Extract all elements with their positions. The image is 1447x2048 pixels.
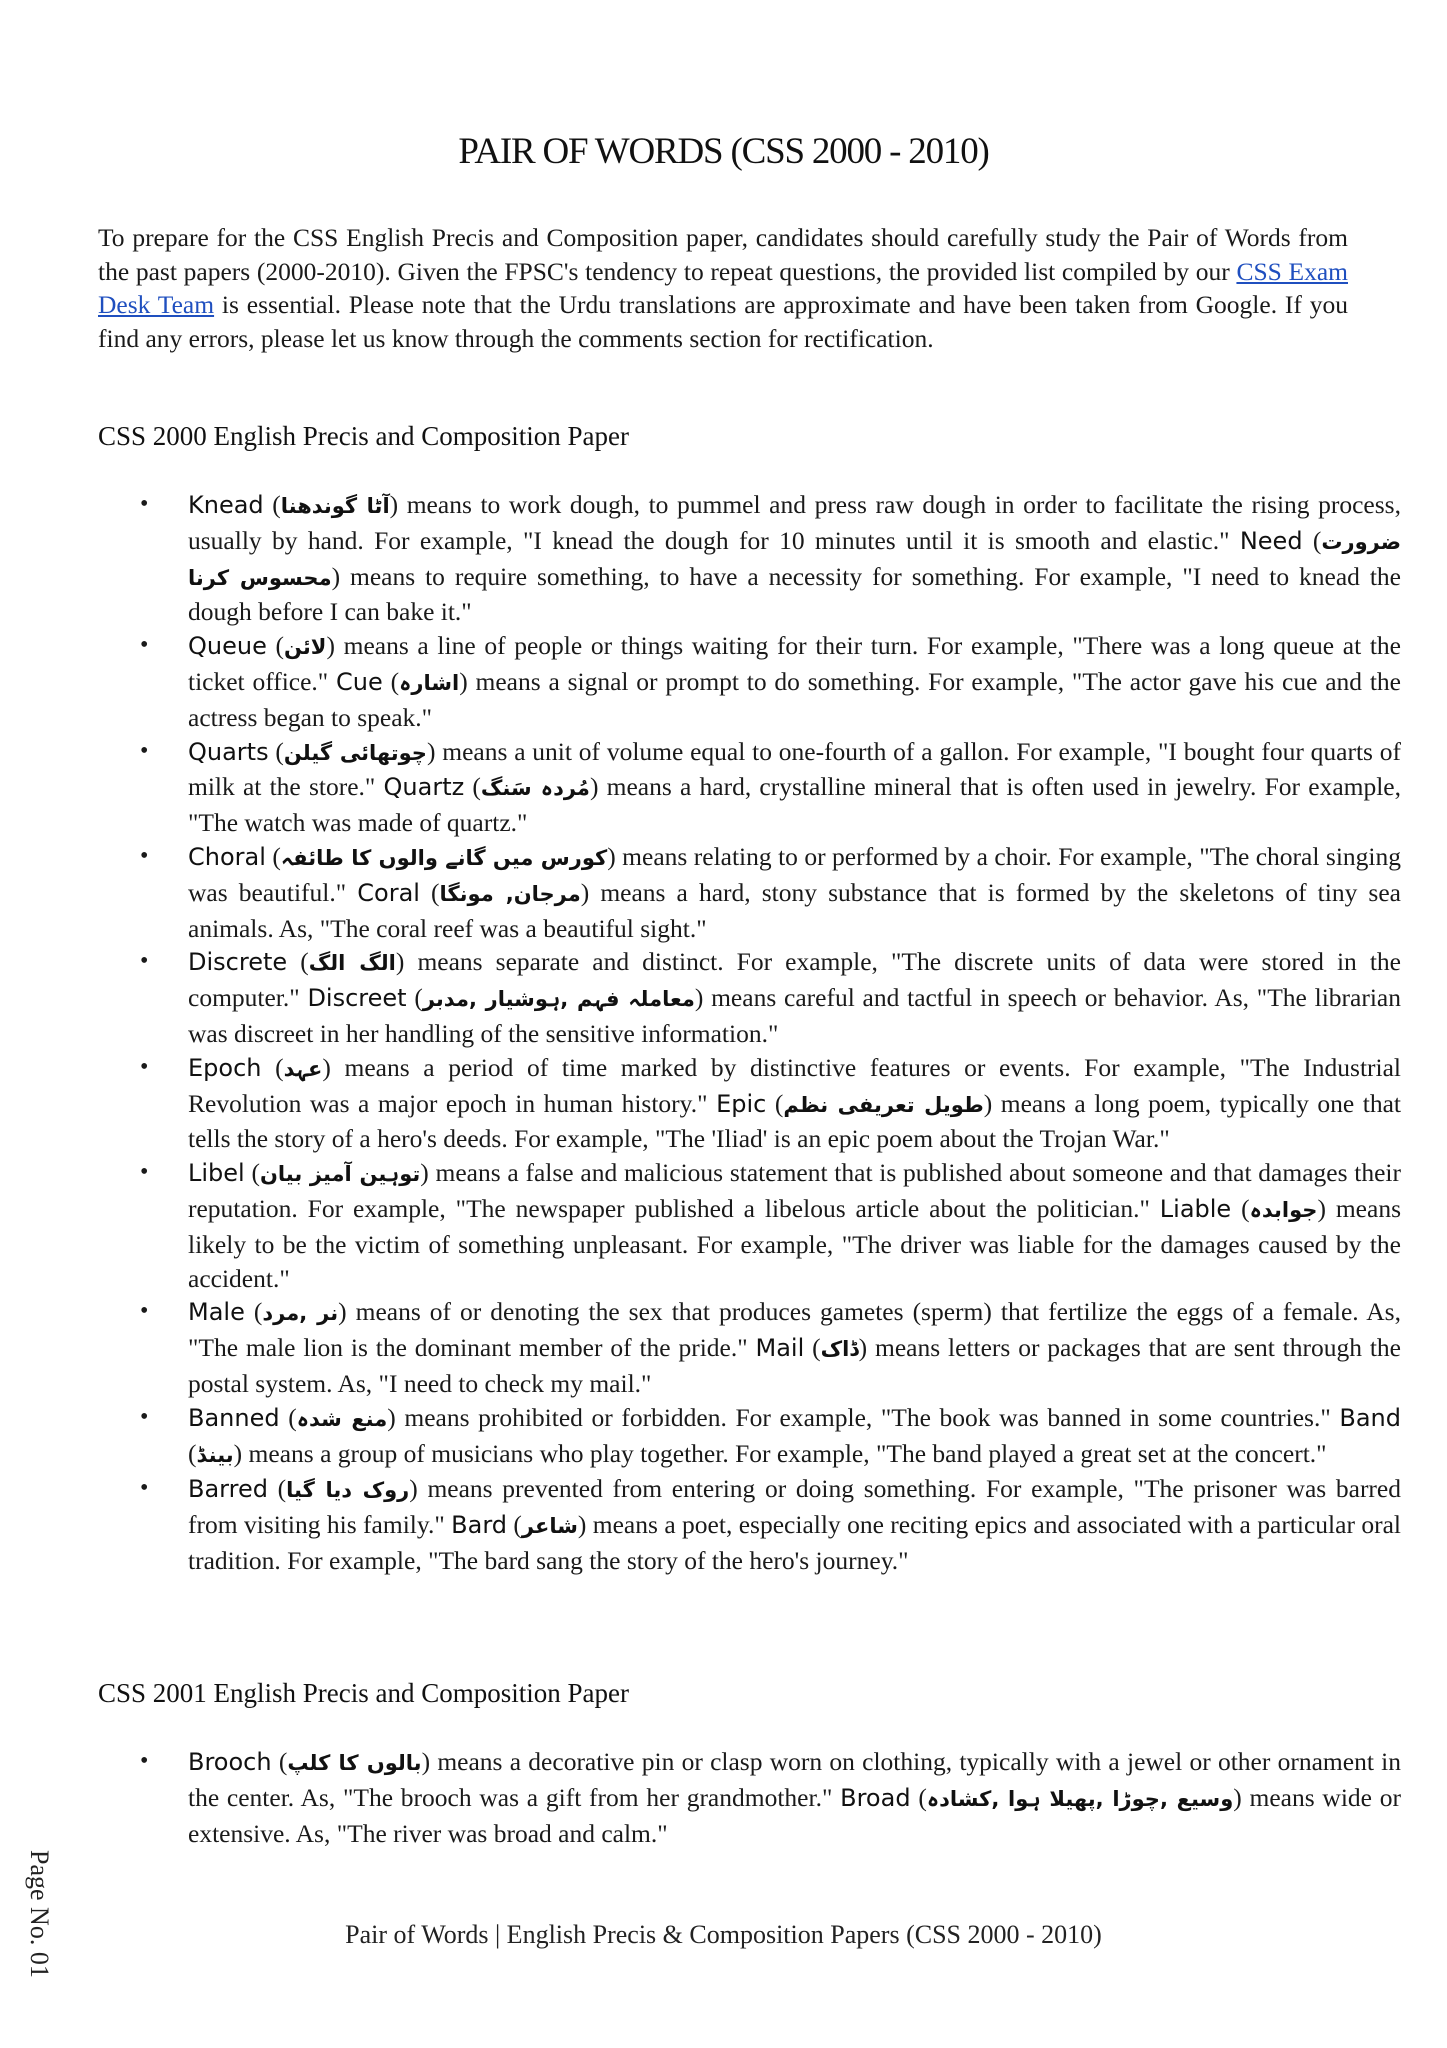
definition: means a signal or prompt to do something. For example, "The actor gave his cue and the actress began to speak." bbox=[188, 666, 1401, 732]
word: Discrete bbox=[188, 948, 288, 977]
definition: means to require something, to have a necessity for something. For example, "I need to knead the dough before I can bake it." bbox=[188, 561, 1401, 627]
list-item: • Queue (لائن) means a line of people or things waiting for their turn. For example, "There was a long queue at the ticket office." Cue (اشارہ) means a signal or prompt to do something. For example, "The actor gave his cue and the actress began to speak." bbox=[188, 629, 1401, 734]
urdu-translation: بینڈ bbox=[196, 1442, 234, 1467]
definition: means a hard, stony substance that is formed by the skeletons of tiny sea animals. As, "The coral reef was a beautiful sight." bbox=[188, 877, 1401, 943]
section-heading-css-2001: CSS 2001 English Precis and Composition Paper bbox=[98, 1678, 630, 1708]
definition: means relating to or performed by a choir. For example, "The choral singing was beautiful." bbox=[188, 841, 1401, 907]
word: Quarts bbox=[188, 737, 269, 766]
definition: means a group of musicians who play together. For example, "The band played a great set at the concert." bbox=[242, 1438, 1327, 1468]
definition: means wide or extensive. As, "The river was broad and calm." bbox=[188, 1782, 1401, 1848]
definition: means a decorative pin or clasp worn on clothing, typically with a jewel or other ornament in the center. As, "The brooch was a gift from her grandmother." bbox=[188, 1747, 1401, 1812]
word: Discreet bbox=[307, 984, 407, 1013]
word: Liable bbox=[1159, 1194, 1232, 1223]
word: Cue bbox=[336, 667, 383, 696]
urdu-translation: مرجان, مونگا bbox=[439, 881, 581, 906]
word: Libel bbox=[188, 1159, 245, 1188]
word-list-css-2001 bbox=[135, 1745, 1401, 1850]
word: Mail bbox=[755, 1334, 805, 1363]
page-title: PAIR OF WORDS (CSS 2000 - 2010) bbox=[458, 131, 989, 172]
list-item: • Knead (آٹا گوندھنا) means to work dough, to pummel and press raw dough in order to facilitate the rising process, usually by hand. For example, "I knead the dough for 10 minutes until it is smooth and elastic." Need (ضرورت محسوس کرنا) means to require something, to have a necessity for something. For example, "I need to knead the dough before I can bake it." bbox=[188, 488, 1401, 629]
definition: means a false and malicious statement that is published about someone and that damages their reputation. For example, "The newspaper published a libelous article about the politician." bbox=[188, 1158, 1402, 1223]
list-item: • Choral (کورس میں گانے والوں کا طائفہ) means relating to or performed by a choir. For example, "The choral singing was beautiful." Coral (مرجان, مونگا) means a hard, stony substance that is formed by the skeletons of tiny sea animals. As, "The coral reef was a beautiful sight." bbox=[188, 840, 1401, 945]
intro-paragraph bbox=[98, 221, 1348, 355]
urdu-translation: وسیع ,چوڑا ,پھیلا ہوا ,کشادہ bbox=[926, 1786, 1234, 1811]
word: Broad bbox=[840, 1783, 911, 1812]
list-item: • Brooch (بالوں کا کلپ) means a decorative pin or clasp worn on clothing, typically with a jewel or other ornament in the center. As, "The brooch was a gift from her grandmother." Broad (وسیع ,چوڑا ,پھیلا ہوا ,کشادہ) means wide or extensive. As, "The river was broad and calm." bbox=[188, 1745, 1401, 1850]
page-footer: Pair of Words | English Precis & Composition Papers (CSS 2000 - 2010) bbox=[345, 1920, 1102, 1949]
word-list-css-2000 bbox=[135, 488, 1401, 1578]
word: Knead bbox=[188, 491, 264, 519]
word: Bard bbox=[451, 1511, 508, 1540]
list-item: • Epoch (عہد) means a period of time marked by distinctive features or events. For example, "The Industrial Revolution was a major epoch in human history." Epic (طویل تعریفی نظم) means a long poem, typically one that tells the story of a hero's deeds. For example, "The 'Iliad' is an epic poem about the Trojan War." bbox=[188, 1051, 1401, 1156]
word: Need bbox=[1239, 526, 1303, 555]
urdu-translation: الگ الگ bbox=[308, 951, 396, 976]
urdu-translation: جوابدہ bbox=[1249, 1197, 1318, 1222]
list-item: • Barred (روک دیا گیا) means prevented from entering or doing something. For example, "The prisoner was barred from visiting his family." Bard (شاعر) means a poet, especially one reciting epics and associated with a particular oral tradition. For example, "The bard sang the story of the hero's journey." bbox=[188, 1472, 1401, 1577]
urdu-translation: ڈاک bbox=[820, 1337, 859, 1362]
css-exam-desk-team-link[interactable]: CSS Exam Desk Team bbox=[98, 256, 1348, 319]
urdu-translation: طویل تعریفی نظم bbox=[783, 1092, 984, 1117]
list-item: • Banned (منع شدہ) means prohibited or forbidden. For example, "The book was banned in some countries." Band (بینڈ) means a group of musicians who play together. For example, "The band played a great set at the concert." bbox=[188, 1401, 1401, 1473]
urdu-translation: کورس میں گانے والوں کا طائفہ bbox=[280, 845, 608, 870]
word: Coral bbox=[357, 878, 420, 907]
word: Band bbox=[1339, 1403, 1401, 1432]
list-item: • Libel (توہین آمیز بیان) means a false and malicious statement that is published about someone and that damages their reputation. For example, "The newspaper published a libelous article about the politician." Liable (جوابدہ) means likely to be the victim of something unpleasant. For example, "The driver was liable for the damages caused by the accident." bbox=[188, 1156, 1401, 1295]
definition: means of or denoting the sex that produces gametes (sperm) that fertilize the eggs of a female. As, "The male lion is the dominant member of the pride." bbox=[188, 1297, 1401, 1363]
word: Banned bbox=[188, 1403, 280, 1432]
definition: means a long poem, typically one that tells the story of a hero's deeds. For example, "The 'Iliad' is an epic poem about the Trojan War." bbox=[188, 1088, 1402, 1154]
definition: means prohibited or forbidden. For example, "The book was banned in some countries." bbox=[395, 1402, 1340, 1432]
definition: means to work dough, to pummel and press raw dough in order to facilitate the rising process, usually by hand. For example, "I knead the dough for 10 minutes until it is smooth and elastic." bbox=[188, 490, 1401, 555]
urdu-translation: لائن bbox=[284, 635, 327, 660]
word: Epic bbox=[716, 1089, 767, 1118]
urdu-translation: روک دیا گیا bbox=[286, 1478, 410, 1503]
urdu-translation: مُردہ سَنگ bbox=[480, 776, 590, 801]
urdu-translation: ضرورت محسوس کرنا bbox=[188, 529, 1401, 590]
definition: means letters or packages that are sent through the postal system. As, "I need to check my mail." bbox=[188, 1333, 1401, 1398]
word: Choral bbox=[188, 842, 266, 871]
list-item: • Quarts (چوتھائی گیلن) means a unit of volume equal to one-fourth of a gallon. For example, "I bought four quarts of milk at the store." Quartz (مُردہ سَنگ) means a hard, crystalline mineral that is often used in jewelry. For example, "The watch was made of quartz." bbox=[188, 735, 1401, 840]
list-item: • Discrete (الگ الگ) means separate and distinct. For example, "The discrete units of data were stored in the computer." Discreet (معاملہ فہم ,ہوشیار ,مدبر) means careful and tactful in speech or behavior. As, "The librarian was discreet in her handling of the sensitive information." bbox=[188, 945, 1401, 1050]
urdu-translation: بالوں کا کلپ bbox=[287, 1751, 422, 1775]
urdu-translation: توہین آمیز بیان bbox=[259, 1162, 421, 1187]
definition: means a period of time marked by distinctive features or events. For example, "The Industrial Revolution was a major epoch in human history." bbox=[188, 1052, 1402, 1118]
intro-text-before: To prepare for the CSS English Precis and Composition paper, candidates should carefully study the Pair of Words from the past papers (2000-2010). Given the FPSC's tendency to repeat questions, the provided list compiled by our bbox=[98, 223, 1348, 286]
page-number: Page No. 01 bbox=[25, 1850, 54, 1978]
intro-text-after: is essential. Please note that the Urdu translations are approximate and have been taken from Google. If you find any errors, please let us know through the comments section for rectification. bbox=[98, 290, 1348, 353]
definition: means likely to be the victim of something unpleasant. For example, "The driver was liable for the damages caused by the accident." bbox=[188, 1193, 1401, 1293]
definition: means prevented from entering or doing something. For example, "The prisoner was barred from visiting his family." bbox=[188, 1474, 1401, 1540]
urdu-translation: چوتھائی گیلن bbox=[283, 740, 427, 765]
definition: means a unit of volume equal to one-fourth of a gallon. For example, "I bought four quarts of milk at the store." bbox=[188, 736, 1401, 802]
urdu-translation: معاملہ فہم ,ہوشیار ,مدبر bbox=[422, 987, 695, 1012]
word: Quartz bbox=[383, 773, 465, 802]
definition: means separate and distinct. For example, "The discrete units of data were stored in the computer." bbox=[188, 947, 1401, 1013]
word: Queue bbox=[188, 632, 267, 661]
urdu-translation: عہد bbox=[283, 1056, 323, 1081]
urdu-translation: منع شدہ bbox=[296, 1406, 388, 1431]
word: Male bbox=[188, 1298, 245, 1327]
urdu-translation: شاعر bbox=[521, 1514, 578, 1539]
urdu-translation: نر ,مرد bbox=[262, 1301, 339, 1326]
urdu-translation: آٹا گوندھنا bbox=[280, 494, 390, 518]
definition: means a hard, crystalline mineral that is often used in jewelry. For example, "The watch was made of quartz." bbox=[188, 772, 1401, 838]
definition: means a poet, especially one reciting epics and associated with a particular oral tradition. For example, "The bard sang the story of the hero's journey." bbox=[188, 1510, 1402, 1575]
word: Epoch bbox=[188, 1053, 262, 1082]
urdu-translation: اشارہ bbox=[399, 670, 460, 695]
definition: means careful and tactful in speech or behavior. As, "The librarian was discreet in her handling of the sensitive information." bbox=[188, 983, 1401, 1048]
word: Barred bbox=[188, 1475, 268, 1504]
list-item: • Male (نر ,مرد) means of or denoting the sex that produces gametes (sperm) that fertilize the eggs of a female. As, "The male lion is the dominant member of the pride." Mail (ڈاک) means letters or packages that are sent through the postal system. As, "I need to check my mail." bbox=[188, 1295, 1401, 1400]
section-heading-css-2000: CSS 2000 English Precis and Composition Paper bbox=[98, 421, 630, 451]
definition: means a line of people or things waiting for their turn. For example, "There was a long queue at the ticket office." bbox=[188, 631, 1402, 696]
word: Brooch bbox=[188, 1748, 272, 1776]
